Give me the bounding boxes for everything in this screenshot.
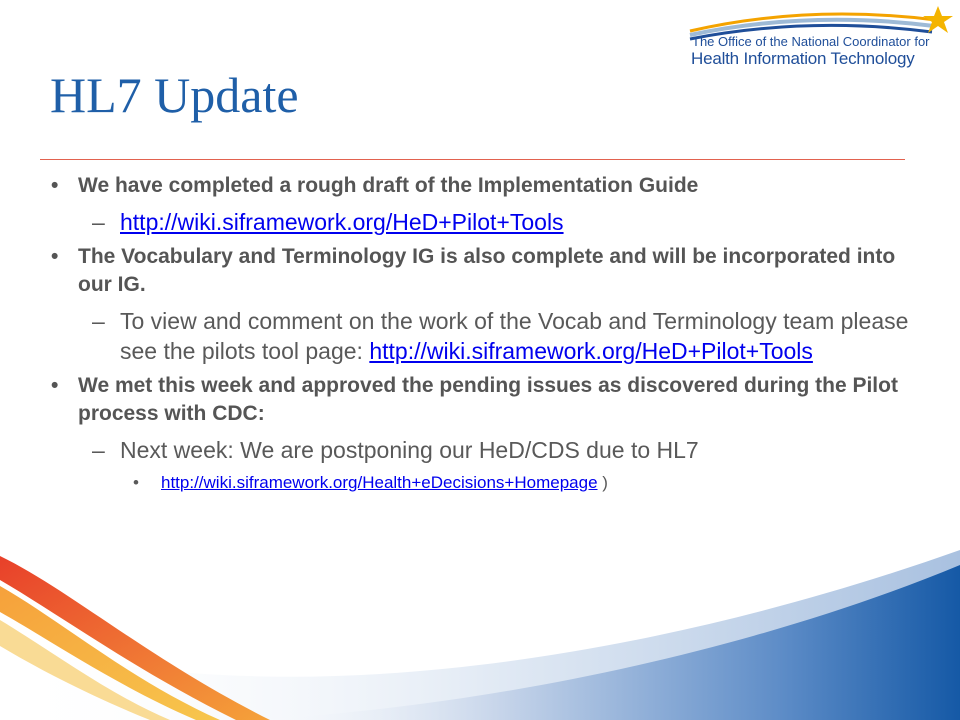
decorative-swoosh <box>0 520 960 720</box>
bullet-marker: • <box>51 374 59 397</box>
hed-pilot-tools-link[interactable]: http://wiki.siframework.org/HeD+Pilot+Tools <box>120 209 564 235</box>
onc-logo <box>688 4 956 72</box>
bullet-marker: • <box>133 473 139 492</box>
bullet-text: To view and comment on the work of the Vocab and Terminology team please see the pilots tool page: <box>120 308 909 364</box>
bullet-marker: – <box>92 308 105 334</box>
bullet-suffix: ) <box>597 473 608 492</box>
bullet-item <box>46 372 926 428</box>
bullet-text: The Vocabulary and Terminology IG is also complete and will be incorporated into our IG. <box>78 245 896 296</box>
logo-line-1: The Office of the National Coordinator for <box>692 34 930 49</box>
bullet-marker: – <box>92 437 105 463</box>
bullet-item <box>46 435 926 465</box>
bullet-text: We have completed a rough draft of the Implementation Guide <box>78 174 699 197</box>
bullet-marker: – <box>92 209 105 235</box>
bullet-text: Next week: We are postponing our HeD/CDS due to HL7 <box>120 437 699 463</box>
title-divider <box>40 159 905 160</box>
logo-line-2: Health Information Technology <box>691 49 915 68</box>
bullet-item <box>46 243 926 299</box>
bullet-item <box>46 306 926 366</box>
bullet-item <box>46 207 926 237</box>
bullet-list <box>46 172 926 501</box>
bullet-marker: • <box>51 245 59 268</box>
slide-title: HL7 Update <box>50 67 299 123</box>
bullet-item <box>46 172 926 200</box>
bullet-marker: • <box>51 174 59 197</box>
hed-pilot-tools-link[interactable]: http://wiki.siframework.org/HeD+Pilot+Tools <box>369 338 813 364</box>
bullet-item <box>46 471 926 495</box>
health-edecisions-homepage-link[interactable]: http://wiki.siframework.org/Health+eDecisions+Homepage <box>161 473 598 492</box>
bullet-text: We met this week and approved the pending issues as discovered during the Pilot process with CDC: <box>78 374 898 425</box>
